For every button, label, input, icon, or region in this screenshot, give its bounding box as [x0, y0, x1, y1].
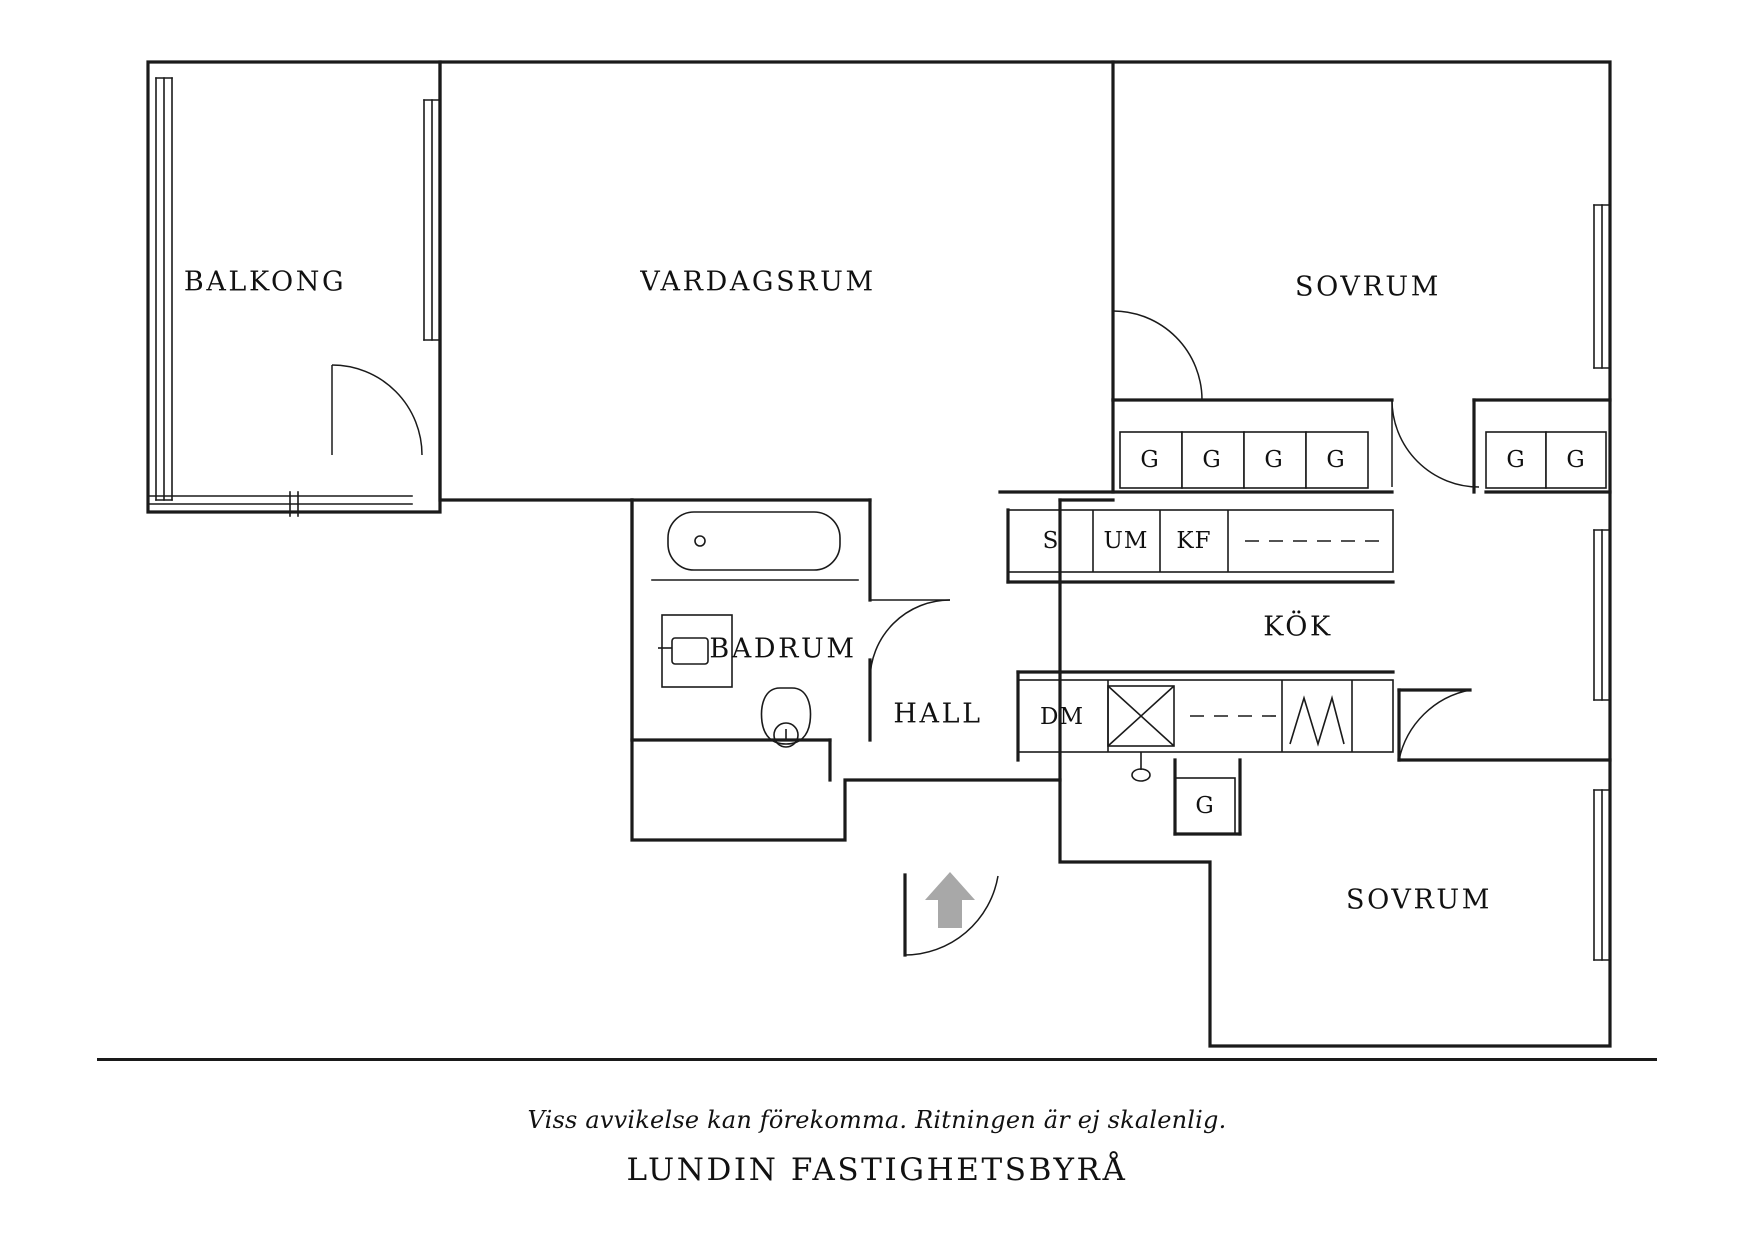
label-cabinet-g-5: G: [1506, 447, 1526, 473]
label-appliance-s: S: [1042, 528, 1060, 554]
label-cabinet-g-3: G: [1264, 447, 1284, 473]
room-labels: [184, 267, 1492, 916]
disclaimer-text: Viss avvikelse kan förekomma. Ritningen är ej skalenlig.: [527, 1106, 1227, 1134]
label-cabinet-g-2: G: [1202, 447, 1222, 473]
exterior-windows: [1594, 205, 1610, 960]
room-label-sovrum-bottom: SOVRUM: [1346, 884, 1492, 916]
footer-divider: [97, 1058, 1657, 1061]
label-cabinet-g-4: G: [1326, 447, 1346, 473]
label-cabinet-g-6: G: [1566, 447, 1586, 473]
label-appliance-um: UM: [1103, 528, 1149, 554]
entry-direction-arrow: [925, 872, 975, 928]
label-cabinet-g-7: G: [1195, 793, 1215, 819]
brand-name: LUNDIN FASTIGHETSBYRÅ: [626, 1152, 1128, 1188]
room-label-vardagsrum: VARDAGSRUM: [640, 266, 876, 298]
bathroom-fixtures: [658, 512, 840, 747]
room-label-kok: KÖK: [1263, 611, 1333, 643]
room-label-balkong: BALKONG: [183, 266, 347, 298]
label-appliance-kf: KF: [1176, 528, 1212, 554]
room-label-hall: HALL: [893, 698, 983, 730]
label-cabinet-g-1: G: [1140, 447, 1160, 473]
label-appliance-dm: DM: [1040, 704, 1084, 730]
room-label-sovrum-top: SOVRUM: [1295, 271, 1441, 303]
room-label-badrum: BADRUM: [709, 633, 857, 665]
